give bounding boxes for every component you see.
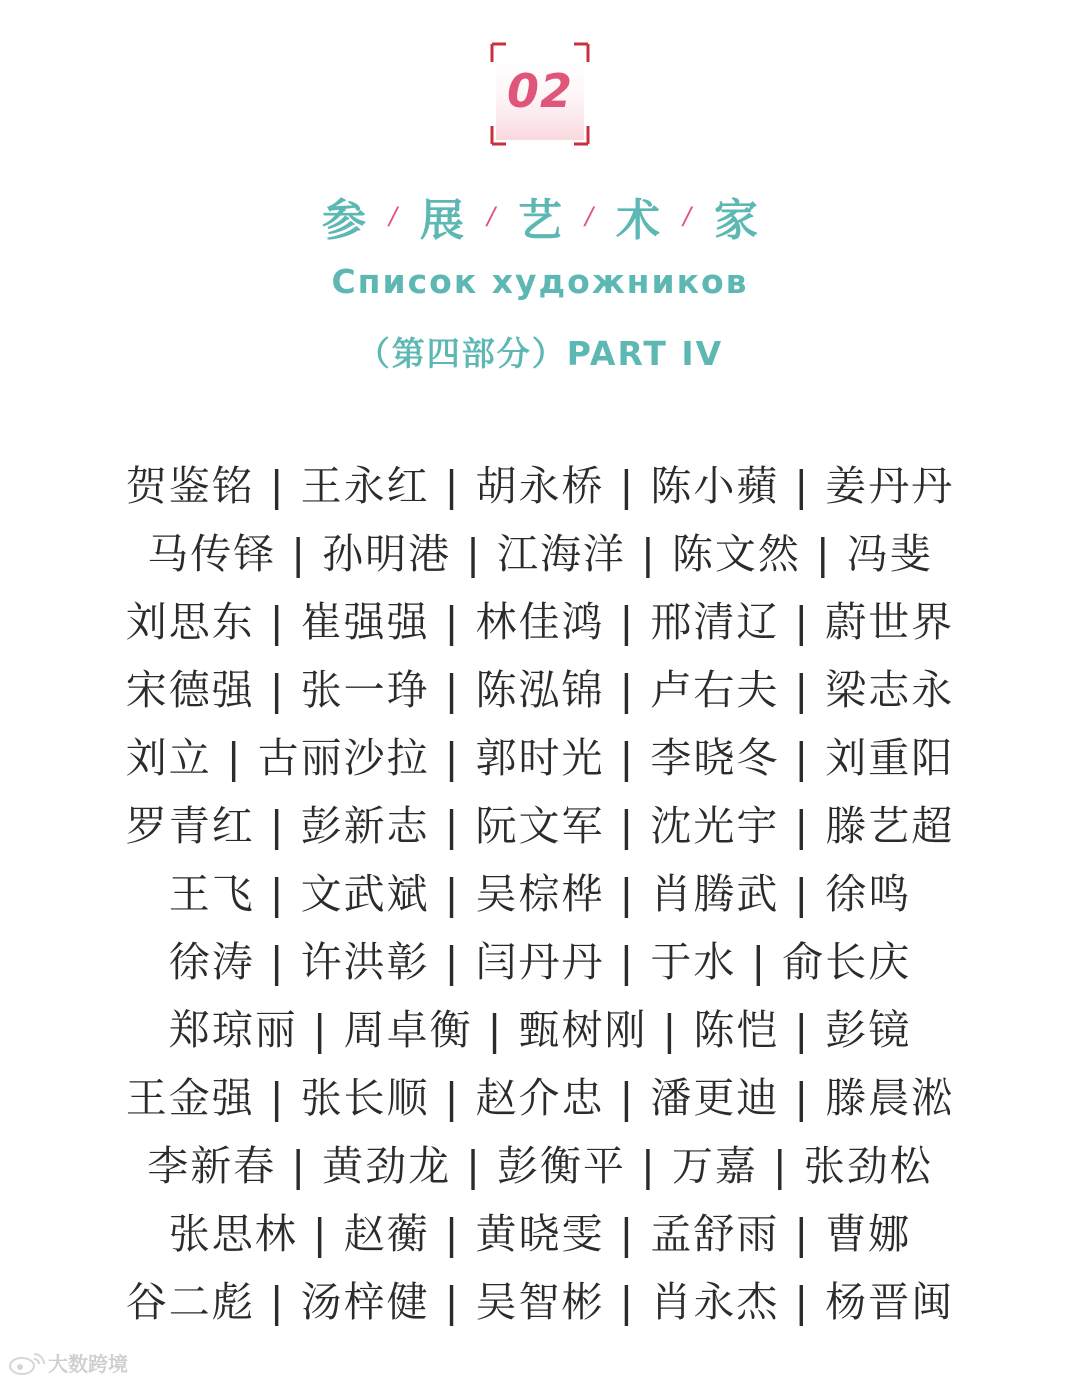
- artist-row: 宋德强 | 张一琤 | 陈泓锦 | 卢右夫 | 梁志永: [125, 666, 955, 714]
- subtitle-part: （第四部分）PART IV: [356, 334, 724, 373]
- watermark-text: 大数跨境: [48, 1352, 128, 1376]
- title-char: 术: [616, 195, 660, 246]
- artist-row: 张思林 | 赵蘅 | 黄晓雯 | 孟舒雨 | 曹娜: [168, 1210, 912, 1258]
- artist-row: 刘立 | 古丽沙拉 | 郭时光 | 李晓冬 | 刘重阳: [125, 734, 955, 782]
- artist-list: [0, 452, 1080, 1336]
- artist-row: 郑琼丽 | 周卓衡 | 甄树刚 | 陈恺 | 彭镜: [168, 1006, 912, 1054]
- artist-row: 徐涛 | 许洪彰 | 闫丹丹 | 于水 | 俞长庆: [168, 938, 912, 986]
- watermark: [8, 1348, 128, 1377]
- subtitle-russian: Список художников: [331, 262, 749, 301]
- artist-row: 贺鉴铭 | 王永红 | 胡永桥 | 陈小蘋 | 姜丹丹: [125, 462, 955, 510]
- artist-row: 马传铎 | 孙明港 | 江海洋 | 陈文然 | 冯斐: [147, 530, 933, 578]
- page-title: [0, 184, 1080, 248]
- title-separator: /: [584, 202, 594, 230]
- title-separator: /: [486, 202, 496, 230]
- artist-row: 刘思东 | 崔强强 | 林佳鸿 | 邢清辽 | 蔚世界: [125, 598, 955, 646]
- section-number: 02: [506, 64, 573, 118]
- artist-row: 罗青红 | 彭新志 | 阮文军 | 沈光宇 | 滕艺超: [125, 802, 955, 850]
- title-separator: /: [388, 202, 398, 230]
- title-separator: /: [682, 202, 692, 230]
- artist-row: 谷二彪 | 汤梓健 | 吴智彬 | 肖永杰 | 杨晋闽: [125, 1278, 955, 1326]
- title-char: 家: [714, 195, 758, 246]
- artist-row: 王飞 | 文武斌 | 吴棕桦 | 肖腾武 | 徐鸣: [168, 870, 912, 918]
- title-char: 参: [322, 195, 366, 246]
- section-number-badge: [490, 42, 590, 146]
- weibo-logo-icon: [8, 1350, 48, 1376]
- artist-row: 王金强 | 张长顺 | 赵介忠 | 潘更迪 | 滕晨淞: [125, 1074, 955, 1122]
- artist-row: 李新春 | 黄劲龙 | 彭衡平 | 万嘉 | 张劲松: [147, 1142, 933, 1190]
- title-char: 展: [420, 195, 464, 246]
- title-char: 艺: [518, 195, 562, 246]
